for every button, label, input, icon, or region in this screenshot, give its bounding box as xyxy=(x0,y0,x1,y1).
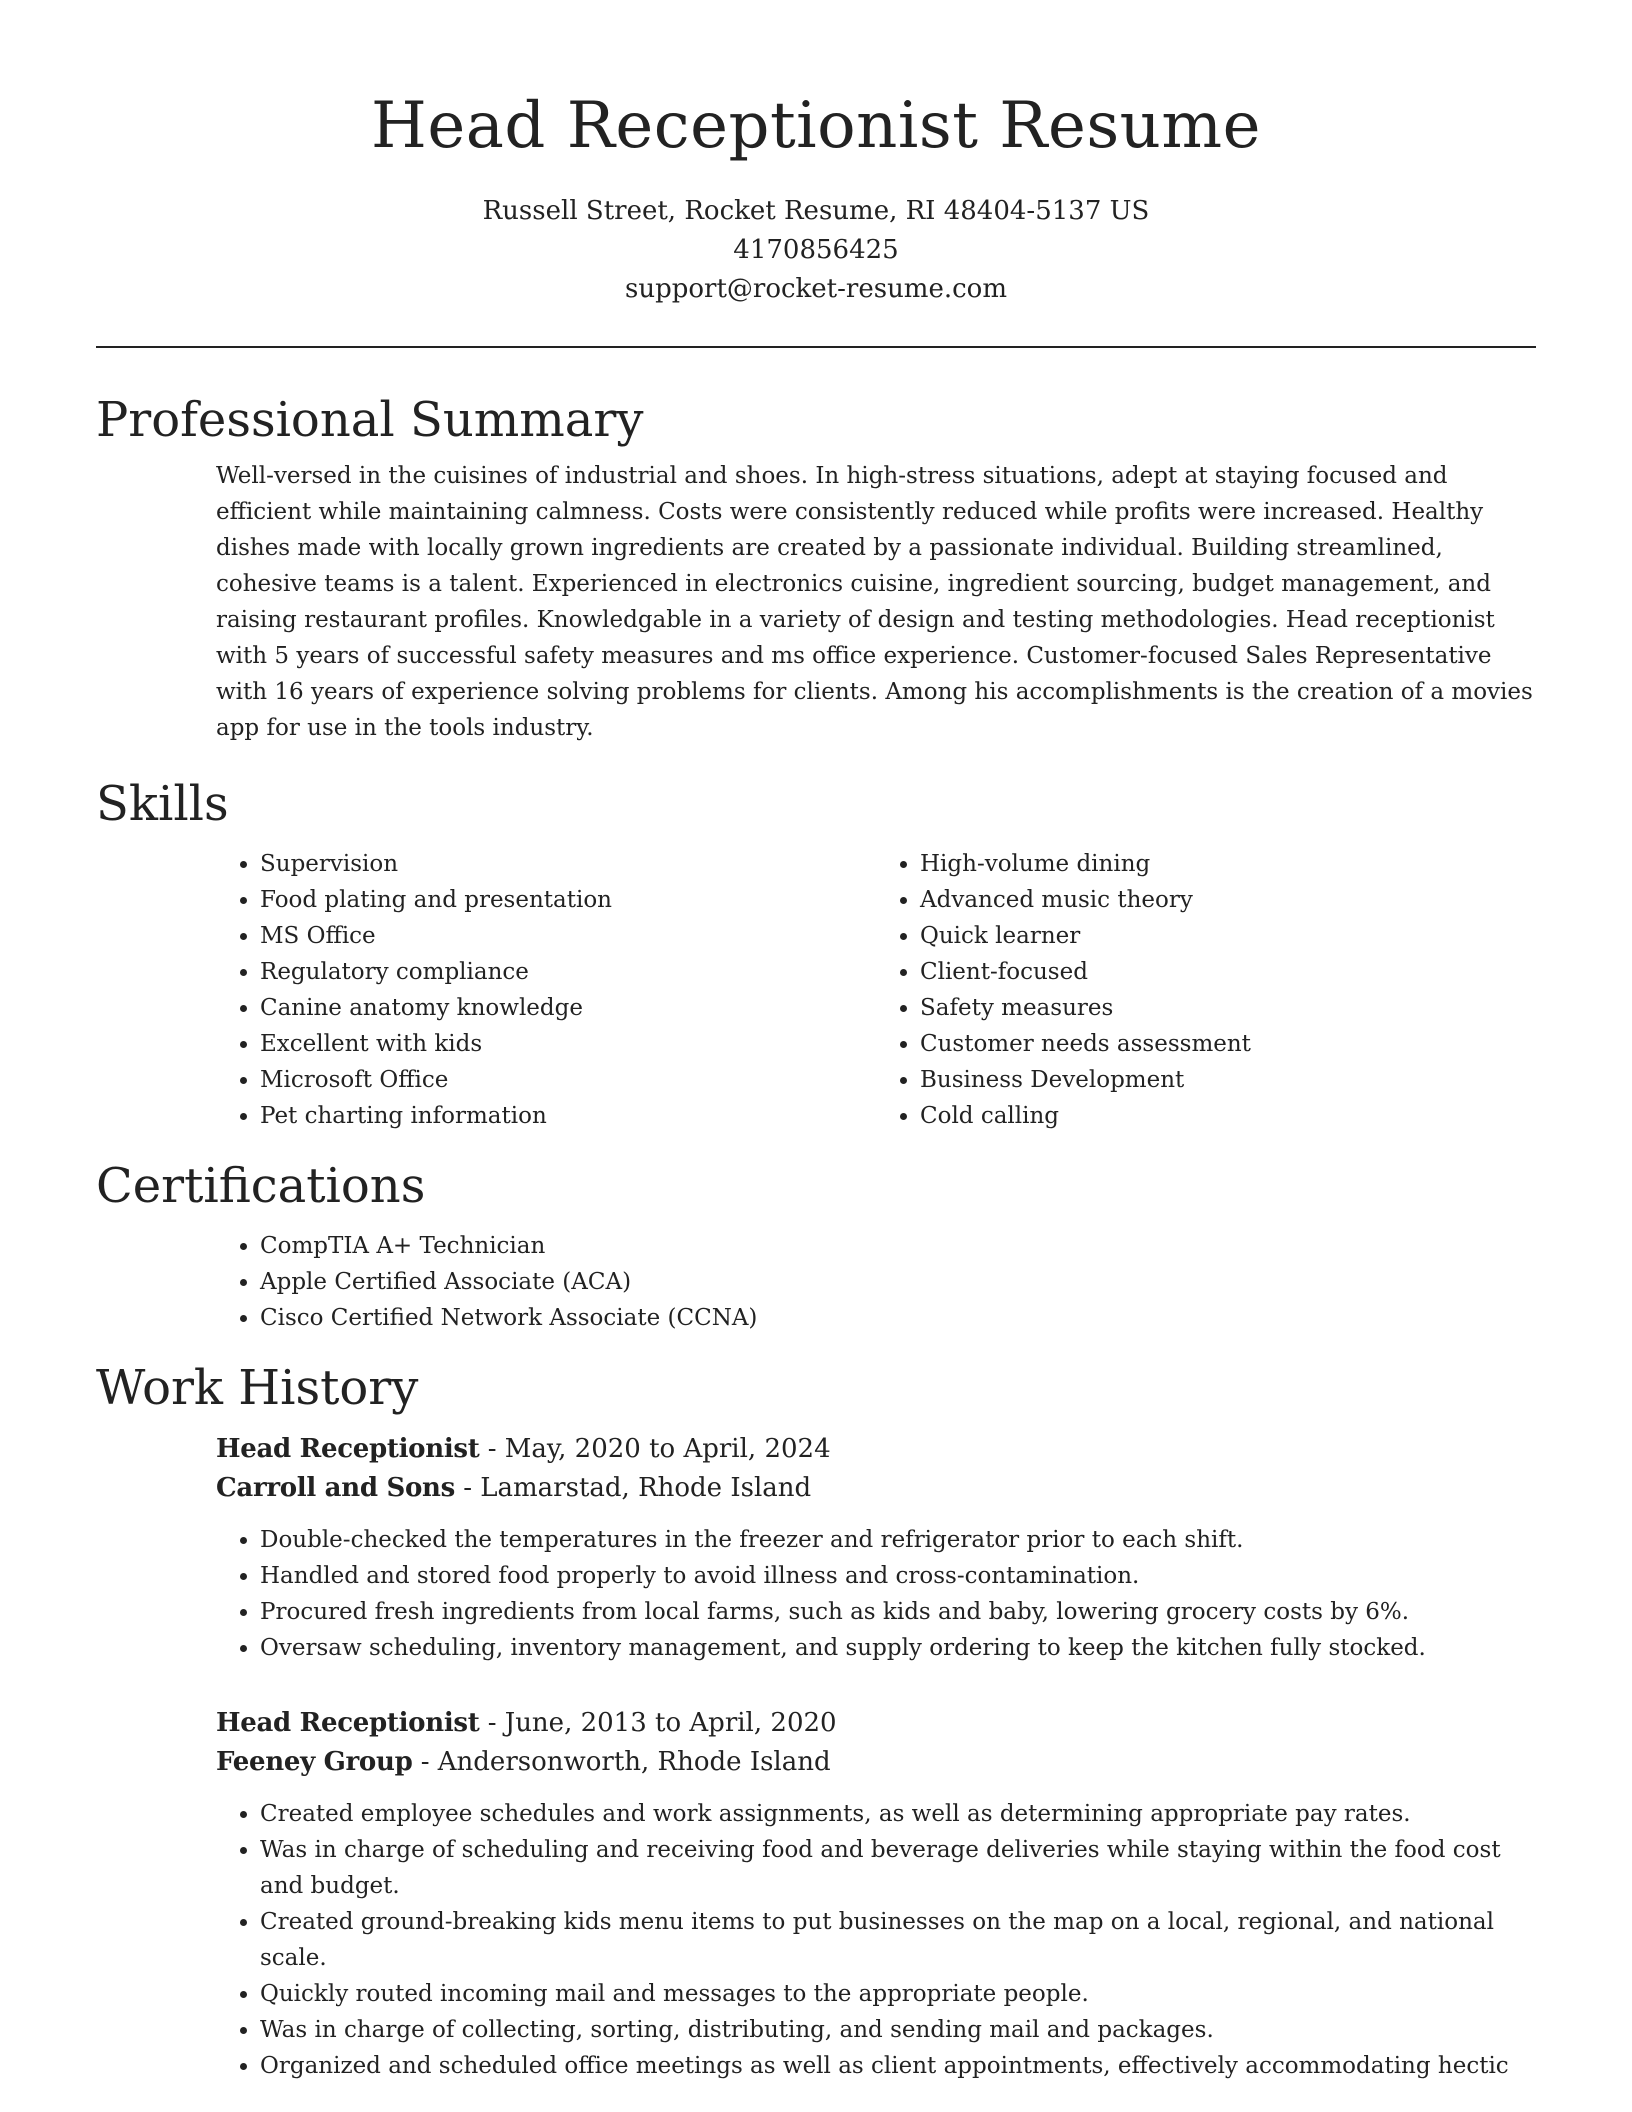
job-duty: • Was in charge of collecting, sorting, distributing, and sending mail and packages. xyxy=(260,2012,1536,2048)
skill-item: • Safety measures xyxy=(920,990,1536,1026)
skill-item: • Food plating and presentation xyxy=(260,882,876,918)
job-company-line xyxy=(216,1469,1536,1508)
job-company: Feeney Group xyxy=(216,1747,413,1777)
skill-item: • Canine anatomy knowledge xyxy=(260,990,876,1026)
job-duty: • Was in charge of scheduling and receiving food and beverage deliveries while staying within the food cost and budget. xyxy=(260,1832,1536,1904)
job-title: Head Receptionist xyxy=(216,1434,480,1464)
job-duty: • Oversaw scheduling, inventory management, and supply ordering to keep the kitchen fully stocked. xyxy=(260,1630,1536,1666)
job-company-line xyxy=(216,1743,1536,1782)
skill-item: • Regulatory compliance xyxy=(260,954,876,990)
job-duties-list xyxy=(216,1796,1536,2084)
skill-item: • Business Development xyxy=(920,1062,1536,1098)
job-duty: • Double-checked the temperatures in the freezer and refrigerator prior to each shift. xyxy=(260,1522,1536,1558)
summary-text: Well-versed in the cuisines of industrial and shoes. In high-stress situations, adept at staying focused and efficient while maintaining calmness. Costs were consistently reduced while profits were increased. Healthy dishes made with locally grown ingredients are created by a passionate individual. Building streamlined, cohesive teams is a talent. Experienced in electronics cuisine, ingredient sourcing, budget management, and raising restaurant profiles. Knowledgable in a variety of design and testing methodologies. Head receptionist with 5 years of successful safety measures and ms office experience. Customer-focused Sales Representative with 16 years of experience solving problems for clients. Among his accomplishments is the creation of a movies app for use in the tools industry. xyxy=(216,463,1533,741)
certification-item: • Cisco Certified Network Associate (CCNA) xyxy=(260,1300,1536,1336)
job-entry xyxy=(216,1704,1536,2084)
skill-item: • Microsoft Office xyxy=(260,1062,876,1098)
work-history-heading: Work History xyxy=(96,1360,419,1416)
skills-list-right xyxy=(876,846,1536,1134)
certifications-heading: Certifications xyxy=(96,1158,426,1214)
job-duty: • Created ground-breaking kids menu items to put businesses on the map on a local, regional, and national scale. xyxy=(260,1904,1536,1976)
summary-heading: Professional Summary xyxy=(96,392,644,448)
contact-address: Russell Street, Rocket Resume, RI 48404-5137 US xyxy=(482,196,1150,226)
skill-item: • Cold calling xyxy=(920,1098,1536,1134)
job-dates: - May, 2020 to April, 2024 xyxy=(479,1434,831,1464)
job-location: - Andersonworth, Rhode Island xyxy=(412,1747,831,1777)
skill-item: • Client-focused xyxy=(920,954,1536,990)
contact-phone: 4170856425 xyxy=(733,235,899,265)
job-title-line xyxy=(216,1704,1536,1743)
resume-header xyxy=(0,0,1632,309)
job-duties-list xyxy=(216,1522,1536,1666)
certification-item: • CompTIA A+ Technician xyxy=(260,1228,1536,1264)
contact-email: support@rocket-resume.com xyxy=(624,274,1007,304)
skill-item: • High-volume dining xyxy=(920,846,1536,882)
job-entry xyxy=(216,1430,1536,1666)
skills-section xyxy=(96,772,1536,1134)
job-title: Head Receptionist xyxy=(216,1708,480,1738)
job-location: - Lamarstad, Rhode Island xyxy=(454,1473,812,1503)
job-duty: • Created employee schedules and work assignments, as well as determining appropriate pay rates. xyxy=(260,1796,1536,1832)
skill-item: • Customer needs assessment xyxy=(920,1026,1536,1062)
skill-item: • MS Office xyxy=(260,918,876,954)
skills-list-left xyxy=(216,846,876,1134)
skills-heading: Skills xyxy=(96,776,229,832)
resume-title: Head Receptionist Resume xyxy=(371,89,1261,163)
job-duty: • Procured fresh ingredients from local farms, such as kids and baby, lowering grocery costs by 6%. xyxy=(260,1594,1536,1630)
contact-info xyxy=(0,192,1632,309)
skills-grid xyxy=(216,846,1536,1134)
job-duty: • Handled and stored food properly to avoid illness and cross-contamination. xyxy=(260,1558,1536,1594)
summary-section xyxy=(96,388,1536,746)
certification-item: • Apple Certified Associate (ACA) xyxy=(260,1264,1536,1300)
certifications-section xyxy=(96,1154,1536,1336)
skill-item: • Pet charting information xyxy=(260,1098,876,1134)
job-company: Carroll and Sons xyxy=(216,1473,455,1503)
header-divider xyxy=(96,346,1536,348)
job-dates: - June, 2013 to April, 2020 xyxy=(479,1708,837,1738)
job-title-line xyxy=(216,1430,1536,1469)
work-history-section xyxy=(96,1356,1536,2084)
job-duty: • Organized and scheduled office meetings as well as client appointments, effectively accommodating hectic xyxy=(260,2048,1536,2084)
skill-item: • Quick learner xyxy=(920,918,1536,954)
skill-item: • Supervision xyxy=(260,846,876,882)
certifications-list xyxy=(216,1228,1536,1336)
skill-item: • Advanced music theory xyxy=(920,882,1536,918)
skill-item: • Excellent with kids xyxy=(260,1026,876,1062)
job-duty: • Quickly routed incoming mail and messages to the appropriate people. xyxy=(260,1976,1536,2012)
